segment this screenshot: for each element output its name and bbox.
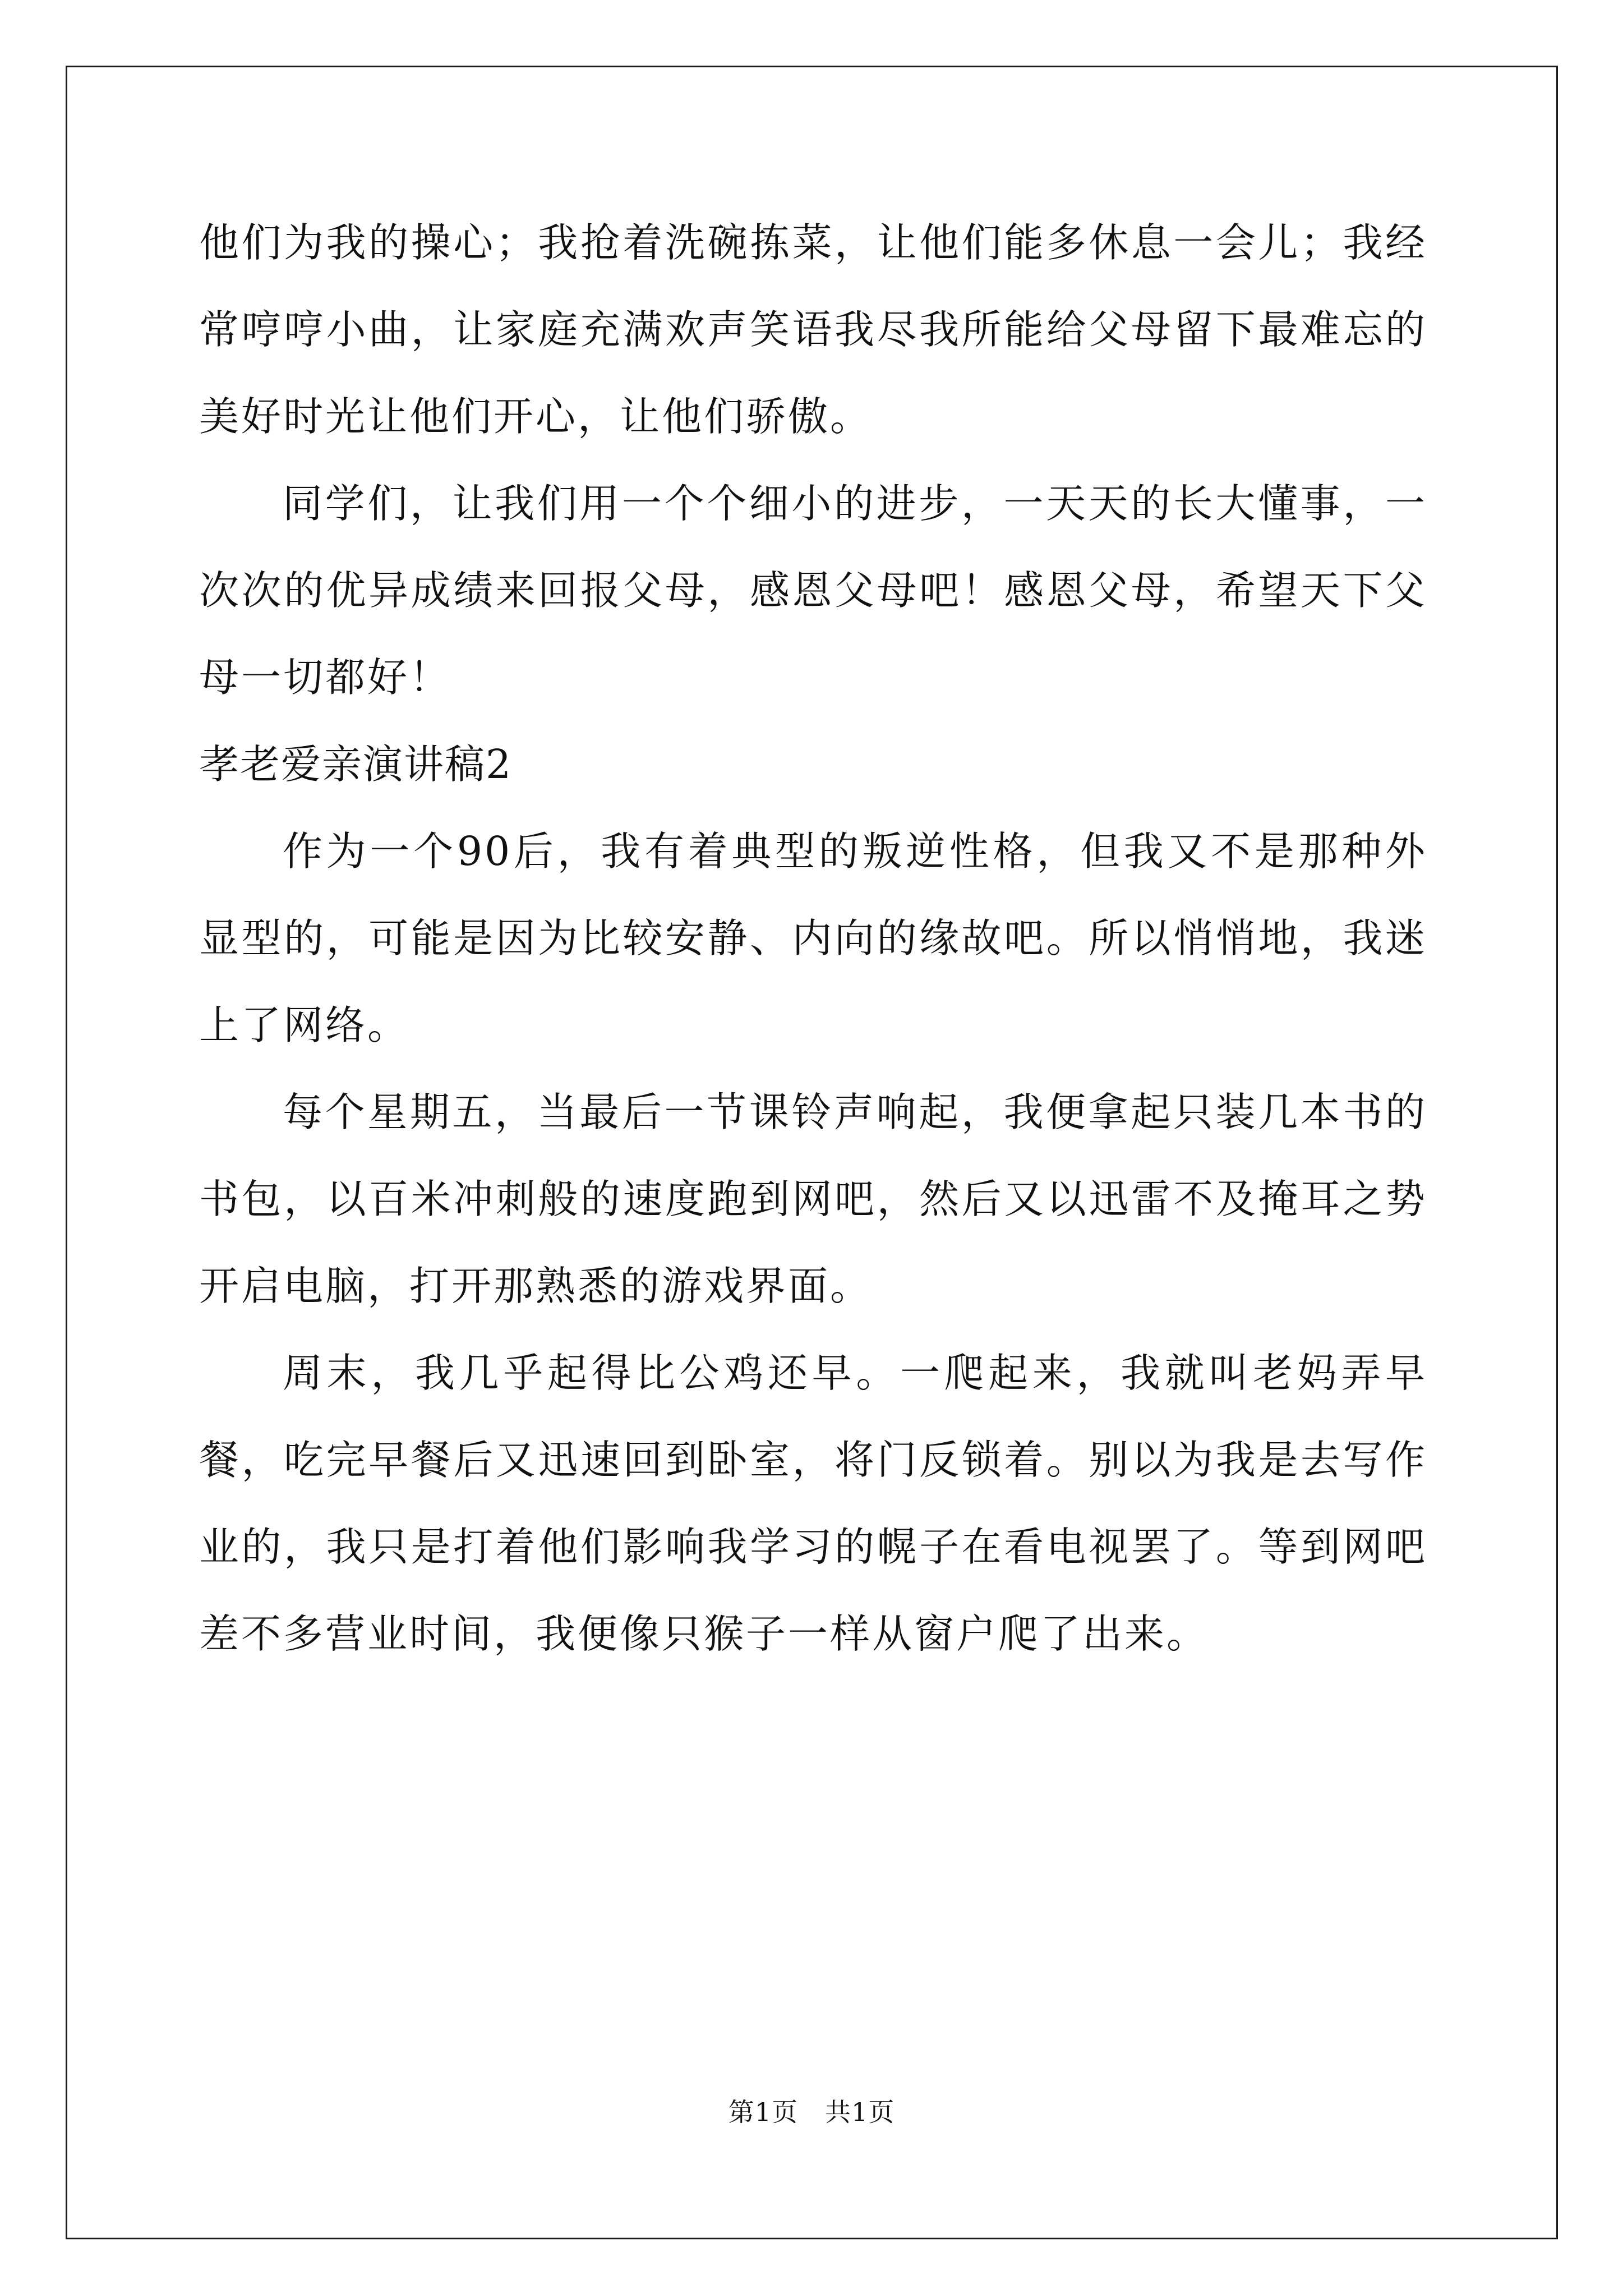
page-number: 第1页 bbox=[728, 2097, 798, 2127]
paragraph-1: 他们为我的操心；我抢着洗碗拣菜，让他们能多休息一会儿；我经常哼哼小曲，让家庭充满欢声笑语我尽我所能给父母留下最难忘的美好时光让他们开心，让他们骄傲。 bbox=[199, 219, 1427, 440]
paragraph-3: 作为一个90后，我有着典型的叛逆性格，但我又不是那种外显型的，可能是因为比较安静、内向的缘故吧。所以悄悄地，我迷上了网络。 bbox=[199, 828, 1427, 1048]
paragraph-5: 周末，我几乎起得比公鸡还早。一爬起来，我就叫老妈弄早餐，吃完早餐后又迅速回到卧室，将门反锁着。别以为我是去写作业的，我只是打着他们影响我学习的幌子在看电视罢了。等到网吧差不多营业时间，我便像只猴子一样从窗户爬了出来。 bbox=[199, 1350, 1427, 1657]
paragraph-4: 每个星期五，当最后一节课铃声响起，我便拿起只装几本书的书包，以百米冲刺般的速度跑到网吧，然后又以迅雷不及掩耳之势开启电脑，打开那熟悉的游戏界面。 bbox=[199, 1089, 1427, 1309]
section-heading: 孝老爱亲演讲稿2 bbox=[199, 741, 513, 788]
page-footer bbox=[0, 2095, 1623, 2129]
paragraph-2: 同学们，让我们用一个个细小的进步，一天天的长大懂事，一次次的优异成绩来回报父母，感恩父母吧！感恩父母，希望天下父母一切都好！ bbox=[199, 480, 1427, 701]
document-body bbox=[199, 199, 1427, 1677]
page-total: 共1页 bbox=[825, 2097, 895, 2127]
